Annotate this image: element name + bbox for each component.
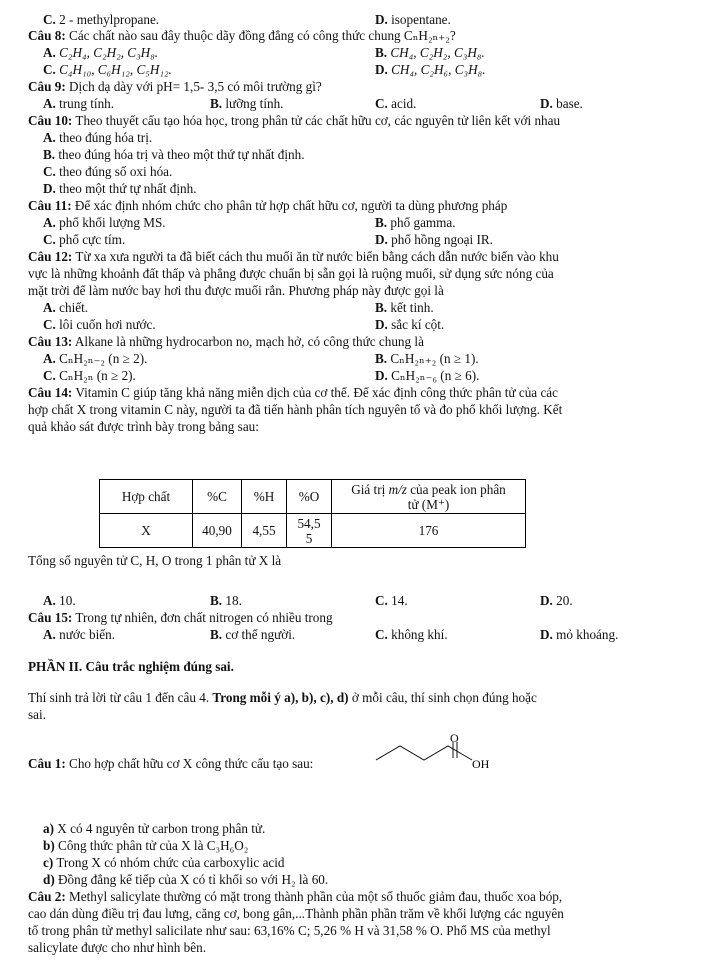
table-header-mz xyxy=(332,480,526,514)
p2q1-item-b xyxy=(43,838,248,854)
option-letter: B. xyxy=(375,300,388,315)
q13-option-b xyxy=(375,351,479,367)
option-letter: A. xyxy=(43,351,56,366)
hydroxyl-label: OH xyxy=(472,757,490,771)
question-text: Trong tự nhiên, đơn chất nitrogen có nhiều trong xyxy=(75,610,333,625)
option-letter: C. xyxy=(43,368,56,383)
q13-stem xyxy=(28,334,424,350)
q8-option-b xyxy=(375,45,485,61)
q12-option-a xyxy=(43,300,88,316)
intro-text: Thí sinh trả lời từ câu 1 đến câu 4. xyxy=(28,690,213,705)
q12-stem-line1 xyxy=(28,249,559,265)
option-letter: C. xyxy=(43,232,56,247)
option-text: cơ thể người. xyxy=(225,627,296,642)
q13-option-d xyxy=(375,368,479,384)
p2q1-item-d xyxy=(43,872,328,888)
q10-option-a xyxy=(43,130,152,146)
q9-option-c xyxy=(375,96,416,112)
p2q2-stem-line3: tố trong phân tử methyl salicilate như sau: 63,16% C; 5,26 % H và 31,58 % O. Phổ MS của methyl xyxy=(28,923,551,938)
question-text: Alkane là những hydrocarbon no, mạch hở, có công thức chung là xyxy=(74,334,424,349)
option-letter: A. xyxy=(43,96,56,111)
question-text: Từ xa xưa người ta đã biết cách thu muối ăn từ nước biển bằng cách dẫn nước biển vào khu xyxy=(75,249,559,264)
intro-emphasis: Trong mỗi ý a), b), c), d) xyxy=(212,690,349,705)
option-d xyxy=(375,12,451,28)
item-letter: d) xyxy=(43,872,55,887)
q9-option-d xyxy=(540,96,583,112)
table-cell-h: 4,55 xyxy=(242,514,287,548)
part2-intro-line2: sai. xyxy=(28,707,46,722)
option-text: 20. xyxy=(556,593,573,608)
q14-question: Tổng số nguyên tử C, H, O trong 1 phân tử X là xyxy=(28,553,282,568)
option-letter: A. xyxy=(43,130,56,145)
table-header-o: %O xyxy=(287,480,332,514)
p2q1-item-c xyxy=(43,855,285,871)
question-text: Cho hợp chất hữu cơ X công thức cấu tạo sau: xyxy=(69,756,314,771)
option-text: theo đúng hóa trị. xyxy=(59,130,153,145)
question-label: Câu 14: xyxy=(28,385,73,400)
p2q2-stem-line2: cao dán dùng điều trị đau lưng, căng cơ, bong gân,...Thành phần phần trăm về khối lượng các nguyên xyxy=(28,906,564,921)
item-text: Trong X có nhóm chức của carboxylic acid xyxy=(56,855,285,870)
question-text: Dịch dạ dày với pH= 1,5- 3,5 có môi trường gì? xyxy=(69,79,322,94)
q8-option-c xyxy=(43,62,172,78)
item-letter: a) xyxy=(43,821,54,836)
carbon-chain-bonds xyxy=(376,746,472,760)
header-part: Giá trị xyxy=(351,481,389,497)
p2q2-stem-line1 xyxy=(28,889,562,905)
option-letter: D. xyxy=(540,96,553,111)
q15-option-d xyxy=(540,627,618,643)
item-letter: b) xyxy=(43,838,55,853)
q14-option-a xyxy=(43,593,76,609)
q14-option-d xyxy=(540,593,573,609)
q11-option-b xyxy=(375,215,456,231)
question-label: Câu 12: xyxy=(28,249,73,264)
option-text: acid. xyxy=(391,96,417,111)
option-letter: D. xyxy=(43,181,56,196)
table-cell-compound: X xyxy=(100,514,193,548)
oxygen-atom-label: O xyxy=(450,732,459,745)
option-letter: D. xyxy=(375,317,388,332)
table-header-compound: Hợp chất xyxy=(100,480,193,514)
q11-option-a xyxy=(43,215,166,231)
q14-stem-line3: quả khảo sát được trình bày trong bảng sau: xyxy=(28,419,259,434)
question-label: Câu 11: xyxy=(28,198,72,213)
option-c xyxy=(43,12,159,28)
option-letter: B. xyxy=(210,593,223,608)
option-text: CH₄, C₂H₆, C₃H₈. xyxy=(391,62,486,77)
part2-intro-line1 xyxy=(28,690,537,706)
q10-option-d xyxy=(43,181,197,197)
option-letter: B. xyxy=(375,351,388,366)
q13-option-a xyxy=(43,351,147,367)
option-letter: A. xyxy=(43,593,56,608)
option-letter: A. xyxy=(43,300,56,315)
q11-option-c xyxy=(43,232,125,248)
question-text: Các chất nào sau đây thuộc dãy đồng đẳng có công thức chung CₙH₂ₙ₊₂? xyxy=(69,28,456,43)
option-text: không khí. xyxy=(391,627,448,642)
option-letter: D. xyxy=(375,368,388,383)
option-text: chiết. xyxy=(59,300,89,315)
option-text: base. xyxy=(556,96,583,111)
part2-title: PHẦN II. Câu trắc nghiệm đúng sai. xyxy=(28,659,234,674)
option-text: theo đúng hóa trị và theo một thứ tự nhất định. xyxy=(58,147,305,162)
table-header-c: %C xyxy=(193,480,242,514)
p2q2-stem-line4: salicylate được cho như hình bên. xyxy=(28,940,207,955)
option-text: 2 - methylpropane. xyxy=(59,12,160,27)
table-cell-c: 40,90 xyxy=(193,514,242,548)
p2q1-stem xyxy=(28,756,313,772)
q12-option-b xyxy=(375,300,434,316)
option-letter: B. xyxy=(43,147,56,162)
q12-stem-line2: vực là những khoảnh đất thấp và phẳng được chuẩn bị sẵn gọi là ruộng muối, sử dụng sức nóng của xyxy=(28,266,554,281)
option-letter: C. xyxy=(43,12,56,27)
question-label: Câu 2: xyxy=(28,889,66,904)
question-text: Methyl salicylate thường có mặt trong thành phần của một số thuốc giảm đau, thuốc xoa bóp, xyxy=(69,889,563,904)
option-text: phổ cực tím. xyxy=(59,232,126,247)
option-text: sắc kí cột. xyxy=(391,317,445,332)
q9-option-a xyxy=(43,96,114,112)
option-letter: B. xyxy=(375,45,388,60)
option-text: nước biển. xyxy=(59,627,115,642)
option-letter: C. xyxy=(43,317,56,332)
q12-option-d xyxy=(375,317,444,333)
intro-text: ở mỗi câu, thí sinh chọn đúng hoặc xyxy=(348,690,537,705)
q15-option-b xyxy=(210,627,295,643)
question-label: Câu 13: xyxy=(28,334,73,349)
option-text: 10. xyxy=(59,593,76,608)
option-letter: A. xyxy=(43,45,56,60)
question-label: Câu 15: xyxy=(28,610,73,625)
q12-stem-line3: mặt trời để làm nước bay hơi thu được muối rắn. Phương pháp này được gọi là xyxy=(28,283,444,298)
option-text: phổ hồng ngoại IR. xyxy=(391,232,493,247)
q10-option-b xyxy=(43,147,305,163)
header-part: m/z xyxy=(388,481,407,497)
option-text: theo đúng số oxi hóa. xyxy=(59,164,173,179)
option-text: 14. xyxy=(391,593,408,608)
option-text: CH₄, C₂H₂, C₃H₈. xyxy=(390,45,485,60)
q8-option-a xyxy=(43,45,158,61)
option-text: C₄H₁₀, C₆H₁₂, C₅H₁₂. xyxy=(59,62,172,77)
q8-stem xyxy=(28,28,456,44)
cell-part: 5 xyxy=(305,530,313,546)
item-text: Công thức phân tử của X là C₃H₆O₂ xyxy=(58,838,249,853)
butanoic-acid-structure xyxy=(372,732,522,792)
q14-option-b xyxy=(210,593,242,609)
q11-stem xyxy=(28,198,507,214)
q15-stem xyxy=(28,610,333,626)
option-letter: B. xyxy=(210,627,223,642)
option-text: CₙH₂ₙ₊₂ (n ≥ 1). xyxy=(390,351,479,366)
option-letter: D. xyxy=(540,627,553,642)
question-text: Để xác định nhóm chức cho phân tử hợp chất hữu cơ, người ta dùng phương pháp xyxy=(74,198,508,213)
question-label: Câu 10: xyxy=(28,113,73,128)
q14-option-c xyxy=(375,593,408,609)
option-letter: C. xyxy=(43,164,56,179)
option-text: CₙH₂ₙ (n ≥ 2). xyxy=(59,368,136,383)
cell-part: 54,5 xyxy=(297,515,321,531)
question-label: Câu 8: xyxy=(28,28,66,43)
table-header-h: %H xyxy=(242,480,287,514)
q10-stem xyxy=(28,113,560,129)
option-text: mỏ khoáng. xyxy=(556,627,619,642)
option-text: phổ khối lượng MS. xyxy=(59,215,166,230)
option-text: theo một thứ tự nhất định. xyxy=(59,181,197,196)
table-cell-mz: 176 xyxy=(332,514,526,548)
option-text: CₙH₂ₙ₋₂ (n ≥ 2). xyxy=(59,351,148,366)
option-letter: B. xyxy=(210,96,223,111)
option-letter: B. xyxy=(375,215,388,230)
q11-option-d xyxy=(375,232,493,248)
option-text: phổ gamma. xyxy=(390,215,456,230)
option-text: lôi cuốn hơi nước. xyxy=(59,317,156,332)
item-text: Đồng đẳng kế tiếp của X có tỉ khối so với H₂ là 60. xyxy=(58,872,329,887)
p2q1-item-a xyxy=(43,821,265,837)
question-label: Câu 9: xyxy=(28,79,66,94)
option-text: kết tinh. xyxy=(390,300,434,315)
header-part: của peak ion phân xyxy=(406,481,506,497)
option-text: C₂H₄, C₂H₂, C₃H₈. xyxy=(59,45,159,60)
header-part: tử (M⁺) xyxy=(407,496,450,512)
option-letter: A. xyxy=(43,215,56,230)
option-text: CₙH₂ₙ₋₆ (n ≥ 6). xyxy=(391,368,480,383)
option-text: isopentane. xyxy=(391,12,451,27)
data-table xyxy=(99,479,526,548)
option-text: trung tính. xyxy=(59,96,115,111)
question-text: Theo thuyết cấu tạo hóa học, trong phân tử các chất hữu cơ, các nguyên tử liên kết với nhau xyxy=(75,113,561,128)
option-letter: D. xyxy=(375,232,388,247)
option-letter: C. xyxy=(43,62,56,77)
q9-option-b xyxy=(210,96,283,112)
q14-stem-line1 xyxy=(28,385,558,401)
q15-option-a xyxy=(43,627,115,643)
q14-stem-line2: hợp chất X trong vitamin C này, người ta đã tiến hành phân tích nguyên tố và đo phổ khối lượng. Kết xyxy=(28,402,563,417)
option-letter: D. xyxy=(375,12,388,27)
question-label: Câu 1: xyxy=(28,756,66,771)
option-letter: D. xyxy=(375,62,388,77)
q13-option-c xyxy=(43,368,136,384)
q12-option-c xyxy=(43,317,156,333)
item-letter: c) xyxy=(43,855,54,870)
q9-stem xyxy=(28,79,322,95)
option-letter: C. xyxy=(375,96,388,111)
option-text: lưỡng tính. xyxy=(225,96,284,111)
q8-option-d xyxy=(375,62,486,78)
option-letter: C. xyxy=(375,593,388,608)
table-cell-o xyxy=(287,514,332,548)
q10-option-c xyxy=(43,164,172,180)
option-letter: D. xyxy=(540,593,553,608)
option-text: 18. xyxy=(225,593,242,608)
option-letter: A. xyxy=(43,627,56,642)
item-text: X có 4 nguyên tử carbon trong phân tử. xyxy=(57,821,266,836)
option-letter: C. xyxy=(375,627,388,642)
q15-option-c xyxy=(375,627,448,643)
question-text: Vitamin C giúp tăng khả năng miễn dịch của cơ thể. Để xác định công thức phân tử của các xyxy=(75,385,559,400)
